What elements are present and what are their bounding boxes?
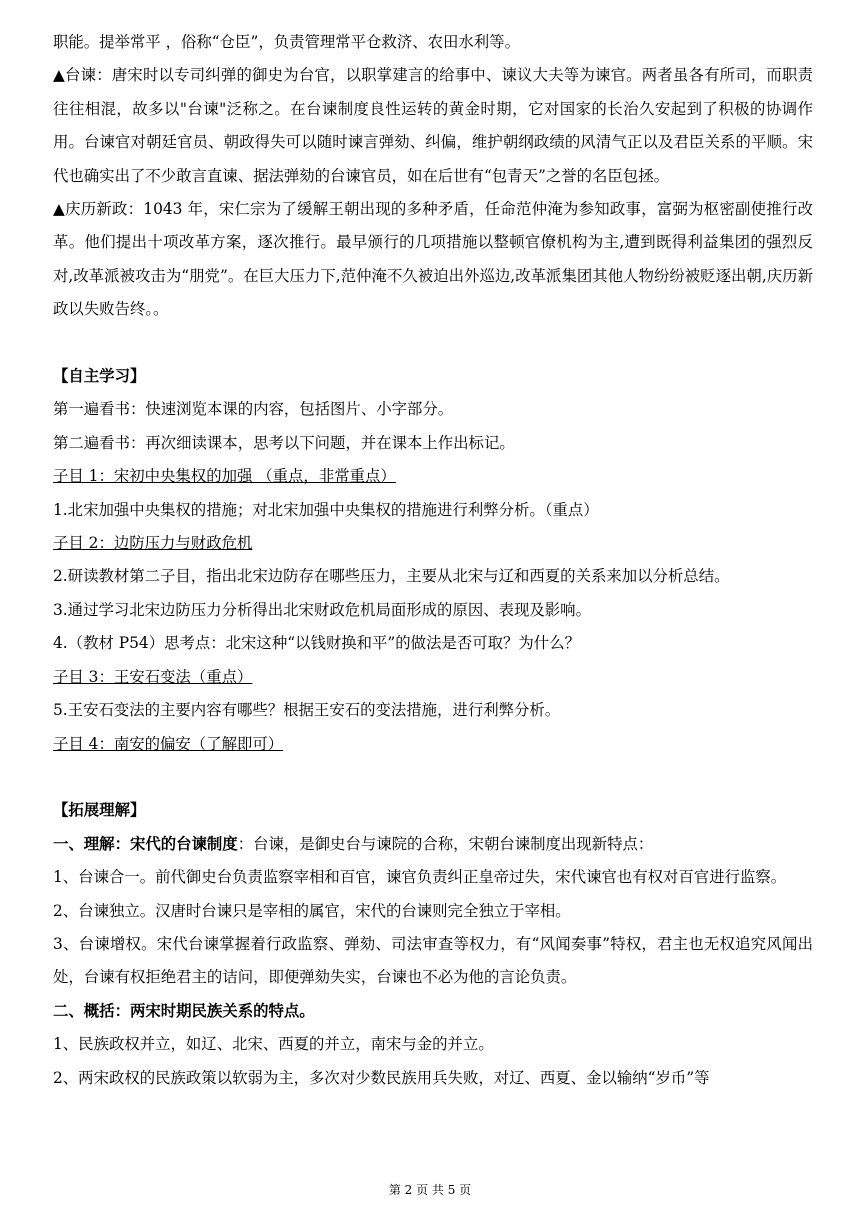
extension-heading: 【拓展理解】 [53,801,146,820]
point-1: 1、台谏合一。前代御史台负责监察宰相和百官，谏官负责纠正皇帝过失，宋代谏官也有权对百官进行监察。 [53,868,787,887]
self-study-heading: 【自主学习】 [53,367,146,386]
point-2: 2、台谏独立。汉唐时台谏只是宰相的属官，宋代的台谏则完全独立于宰相。 [53,901,571,920]
part1-line [53,828,813,861]
point-5: 2、两宋政权的民族政策以软弱为主，多次对少数民族用兵失败，对辽、西夏、金以输纳“岁币”等 [53,1068,710,1087]
subtopic-3-label: 子目 3：王安石变法（重点） [53,667,253,686]
subtopic-2-label: 子目 2：边防压力与财政危机 [53,534,253,553]
question-4: 4.（教材 P54）思考点：北宋这种“以钱财换和平”的做法是否可取？为什么？ [53,634,580,653]
subtopic-4-label: 子目 4：南安的偏安（了解即可） [53,734,284,753]
question-5: 5.王安石变法的主要内容有哪些？根据王安石的变法措施，进行利弊分析。 [53,701,561,720]
paragraph-qingli-reform: ▲庆历新政：1043 年，宋仁宗为了缓解王朝出现的多种矛盾，任命范仲淹为参知政事，富弼为枢密副使推行改革。他们提出十项改革方案，逐次推行。最早颁行的几项措施以整顿官僚机构为主,遭到既得利益集团的强烈反对,改革派被攻击为“朋党”。在巨大压力下,范仲淹不久被迫出外巡边,改革派集团其他人物纷纷被贬逐出朝,庆历新政以失败告终。。 [53,200,813,319]
spacer [53,761,813,794]
subtopic-1 [53,460,813,493]
question-3: 3.通过学习北宋边防压力分析得出北宋财政危机局面形成的原因、表现及影响。 [53,600,591,619]
page-footer: 第 2 页 共 5 页 [388,1183,472,1197]
paragraph-taijian: ▲台谏：唐宋时以专司纠弹的御史为台官，以职掌建言的给事中、谏议大夫等为谏官。两者虽各有所司，而职责往往相混，故多以"台谏"泛称之。在台谏制度良性运转的黄金时期，它对国家的长治久安起到了积极的协调作用。台谏官对朝廷官员、朝政得失可以随时谏言弹劾、纠偏，维护朝纲政绩的风清气正以及君臣关系的平顺。宋代也确实出了不少敢言直谏、据法弹劾的台谏官员，如在后世有“包青天”之誉的名臣包拯。 [53,66,813,185]
part2-title: 二、概括：两宋时期民族关系的特点。 [53,1001,315,1020]
part1-intro: ：台谏，是御史台与谏院的合称，宋朝台谏制度出现新特点： [237,834,654,853]
question-2: 2.研读教材第二子目，指出北宋边防存在哪些压力，主要从北宋与辽和西夏的关系来加以分析总结。 [53,567,730,586]
paragraph-changping: 职能。提举常平 ，俗称“仓臣”，负责管理常平仓救济、农田水利等。 [53,33,520,51]
second-read-instruction: 第二遍看书：再次细读课本，思考以下问题，并在课本上作出标记。 [53,433,515,452]
point-3: 3、台谏增权。宋代台谏掌握着行政监察、弹劾、司法审查等权力，有“风闻奏事”特权，君主也无权追究风闻出处，台谏有权拒绝君主的诘问，即便弹劾失实，台谏也不必为他的言论负责。 [53,934,813,987]
subtopic-3 [53,661,813,694]
part1-title: 一、理解：宋代的台谏制度 [53,834,238,853]
point-4: 1、民族政权并立，如辽、北宋、西夏的并立，南宋与金的并立。 [53,1035,494,1054]
spacer [53,327,813,360]
subtopic-2 [53,527,813,560]
subtopic-1-label: 子目 1：宋初中央集权的加强 （重点，非常重点） [53,467,396,486]
question-1: 1.北宋加强中央集权的措施；对北宋加强中央集权的措施进行利弊分析。（重点） [53,500,599,519]
subtopic-4 [53,728,813,761]
document-body [53,26,813,1095]
first-read-instruction: 第一遍看书：快速浏览本课的内容，包括图片、小字部分。 [53,400,454,419]
